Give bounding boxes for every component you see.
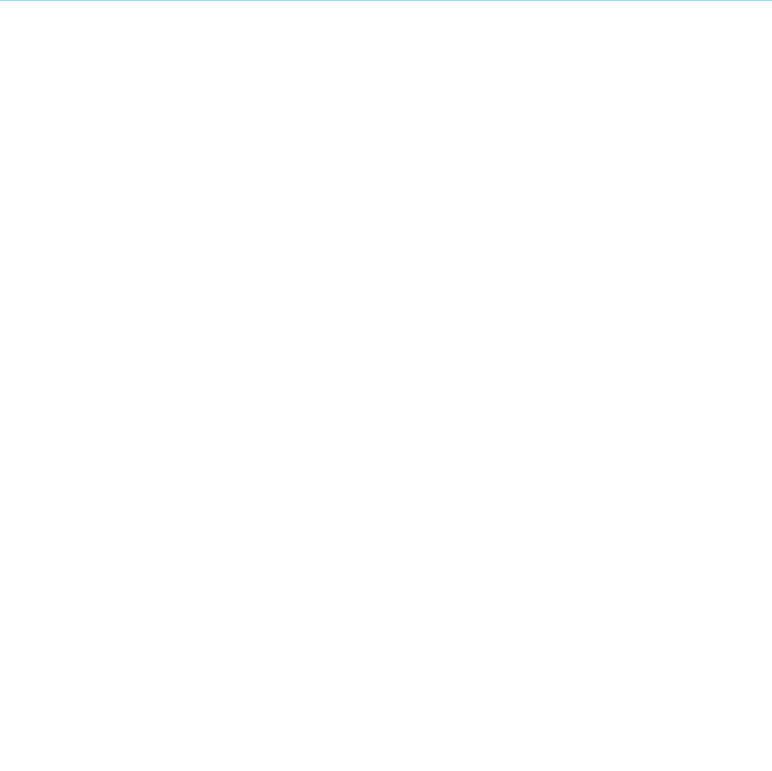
top-gridline — [0, 0, 772, 1]
